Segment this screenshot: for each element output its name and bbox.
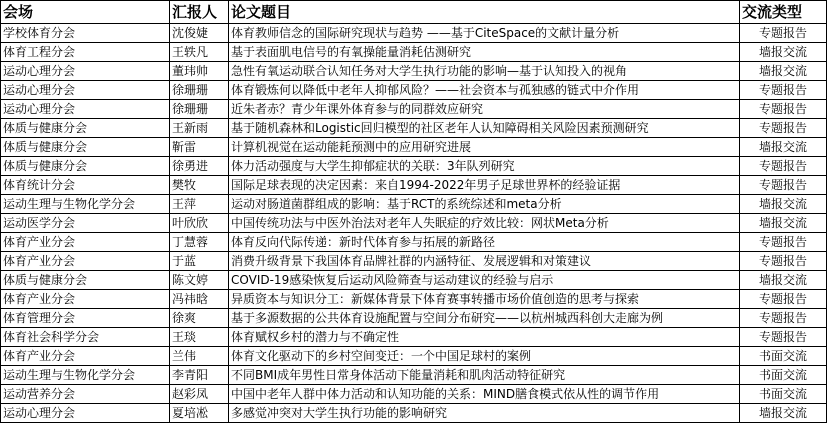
table-row xyxy=(1,347,827,366)
title-cell: 体育锻炼何以降低中老年人抑郁风险？——社会资本与孤独感的链式中介作用 xyxy=(229,81,740,100)
venue-cell: 运动心理分会 xyxy=(1,100,170,119)
table-row xyxy=(1,138,827,157)
table-row xyxy=(1,385,827,404)
type-cell: 墙报交流 xyxy=(740,195,827,214)
type-cell: 专题报告 xyxy=(740,157,827,176)
table-header xyxy=(1,1,827,24)
reporter-cell: 王琰 xyxy=(170,328,229,347)
reporter-cell: 沈俊婕 xyxy=(170,24,229,43)
reporter-cell: 徐勇进 xyxy=(170,157,229,176)
reporter-cell: 董玮帅 xyxy=(170,62,229,81)
type-cell: 专题报告 xyxy=(740,81,827,100)
header-title: 论文题目 xyxy=(229,1,740,24)
table-row xyxy=(1,214,827,233)
table-row xyxy=(1,24,827,43)
table-row xyxy=(1,176,827,195)
type-cell: 墙报交流 xyxy=(740,43,827,62)
title-cell: 多感觉冲突对大学生执行功能的影响研究 xyxy=(229,404,740,423)
title-cell: 体育教师信念的国际研究现状与趋势 ——基于CiteSpace的文献计量分析 xyxy=(229,24,740,43)
title-cell: 计算机视觉在运动能耗预测中的应用研究进展 xyxy=(229,138,740,157)
title-cell: 近朱者赤？青少年课外体育参与的同群效应研究 xyxy=(229,100,740,119)
table-row xyxy=(1,100,827,119)
type-cell: 专题报告 xyxy=(740,309,827,328)
table-row xyxy=(1,195,827,214)
venue-cell: 运动生理与生物化学分会 xyxy=(1,366,170,385)
table-row xyxy=(1,157,827,176)
venue-cell: 体育管理分会 xyxy=(1,309,170,328)
title-cell: 体力活动强度与大学生抑郁症状的关联：3年队列研究 xyxy=(229,157,740,176)
type-cell: 专题报告 xyxy=(740,24,827,43)
venue-cell: 运动生理与生物化学分会 xyxy=(1,195,170,214)
type-cell: 专题报告 xyxy=(740,290,827,309)
title-cell: 消费升级背景下我国体育品牌社群的内涵特征、发展逻辑和对策建议 xyxy=(229,252,740,271)
table-body xyxy=(1,24,827,423)
table-row xyxy=(1,404,827,423)
table-row xyxy=(1,366,827,385)
reporter-cell: 叶欣欣 xyxy=(170,214,229,233)
table-row xyxy=(1,309,827,328)
venue-cell: 体育工程分会 xyxy=(1,43,170,62)
title-cell: 中国传统功法与中医外治法对老年人失眠症的疗效比较：网状Meta分析 xyxy=(229,214,740,233)
title-cell: 基于多源数据的公共体育设施配置与空间分布研究——以杭州城西科创大走廊为例 xyxy=(229,309,740,328)
header-venue: 会场 xyxy=(1,1,170,24)
reporter-cell: 王新雨 xyxy=(170,119,229,138)
venue-cell: 学校体育分会 xyxy=(1,24,170,43)
table-row xyxy=(1,252,827,271)
venue-cell: 运动营养分会 xyxy=(1,385,170,404)
type-cell: 书面交流 xyxy=(740,385,827,404)
reporter-cell: 冯祎晗 xyxy=(170,290,229,309)
title-cell: 体育反向代际传递：新时代体育参与拓展的新路径 xyxy=(229,233,740,252)
reporter-cell: 丁慧蓉 xyxy=(170,233,229,252)
title-cell: 基于随机森林和Logistic回归模型的社区老年人认知障碍相关风险因素预测研究 xyxy=(229,119,740,138)
reporter-cell: 兰伟 xyxy=(170,347,229,366)
title-cell: 中国中老年人群中体力活动和认知功能的关系：MIND膳食模式依从性的调节作用 xyxy=(229,385,740,404)
type-cell: 墙报交流 xyxy=(740,271,827,290)
type-cell: 书面交流 xyxy=(740,347,827,366)
header-type: 交流类型 xyxy=(740,1,827,24)
reporter-cell: 徐珊珊 xyxy=(170,100,229,119)
reporter-cell: 樊牧 xyxy=(170,176,229,195)
title-cell: 体育文化驱动下的乡村空间变迁：一个中国足球村的案例 xyxy=(229,347,740,366)
title-cell: 基于表面肌电信号的有氧操能量消耗估测研究 xyxy=(229,43,740,62)
type-cell: 书面交流 xyxy=(740,366,827,385)
reporter-cell: 陈文婷 xyxy=(170,271,229,290)
title-cell: 不同BMI成年男性日常身体活动下能量消耗和肌肉活动特征研究 xyxy=(229,366,740,385)
reporter-cell: 王轶凡 xyxy=(170,43,229,62)
type-cell: 墙报交流 xyxy=(740,62,827,81)
type-cell: 专题报告 xyxy=(740,252,827,271)
reporter-cell: 夏培凇 xyxy=(170,404,229,423)
table-row xyxy=(1,43,827,62)
table-row xyxy=(1,119,827,138)
venue-cell: 运动心理分会 xyxy=(1,404,170,423)
reporter-cell: 于蓝 xyxy=(170,252,229,271)
header-row xyxy=(1,1,827,24)
venue-cell: 体质与健康分会 xyxy=(1,271,170,290)
type-cell: 专题报告 xyxy=(740,176,827,195)
venue-cell: 运动心理分会 xyxy=(1,62,170,81)
title-cell: 急性有氧运动联合认知任务对大学生执行功能的影响—基于认知投入的视角 xyxy=(229,62,740,81)
title-cell: 运动对肠道菌群组成的影响：基于RCT的系统综述和meta分析 xyxy=(229,195,740,214)
table-row xyxy=(1,328,827,347)
reporter-cell: 徐爽 xyxy=(170,309,229,328)
table-row xyxy=(1,290,827,309)
reporter-cell: 赵彩凤 xyxy=(170,385,229,404)
type-cell: 专题报告 xyxy=(740,328,827,347)
venue-cell: 运动医学分会 xyxy=(1,214,170,233)
title-cell: 异质资本与知识分工：新媒体背景下体育赛事转播市场价值创造的思考与探索 xyxy=(229,290,740,309)
title-cell: 体育赋权乡村的潜力与不确定性 xyxy=(229,328,740,347)
venue-cell: 体育产业分会 xyxy=(1,290,170,309)
type-cell: 墙报交流 xyxy=(740,214,827,233)
table-row xyxy=(1,62,827,81)
venue-cell: 体育产业分会 xyxy=(1,347,170,366)
table-row xyxy=(1,233,827,252)
type-cell: 专题报告 xyxy=(740,100,827,119)
venue-cell: 体育统计分会 xyxy=(1,176,170,195)
type-cell: 专题报告 xyxy=(740,233,827,252)
type-cell: 专题报告 xyxy=(740,119,827,138)
venue-cell: 体育产业分会 xyxy=(1,233,170,252)
venue-cell: 体育社会科学分会 xyxy=(1,328,170,347)
reporter-cell: 李青阳 xyxy=(170,366,229,385)
title-cell: 国际足球表现的决定因素：来自1994-2022年男子足球世界杯的经验证据 xyxy=(229,176,740,195)
header-reporter: 汇报人 xyxy=(170,1,229,24)
type-cell: 墙报交流 xyxy=(740,404,827,423)
type-cell: 墙报交流 xyxy=(740,138,827,157)
venue-cell: 体质与健康分会 xyxy=(1,119,170,138)
venue-cell: 体质与健康分会 xyxy=(1,157,170,176)
venue-cell: 体质与健康分会 xyxy=(1,138,170,157)
table-row xyxy=(1,81,827,100)
venue-cell: 运动心理分会 xyxy=(1,81,170,100)
reporter-cell: 王萍 xyxy=(170,195,229,214)
reporter-cell: 靳雷 xyxy=(170,138,229,157)
title-cell: COVID-19感染恢复后运动风险筛查与运动建议的经验与启示 xyxy=(229,271,740,290)
table-row xyxy=(1,271,827,290)
venue-cell: 体育产业分会 xyxy=(1,252,170,271)
reporter-cell: 徐珊珊 xyxy=(170,81,229,100)
